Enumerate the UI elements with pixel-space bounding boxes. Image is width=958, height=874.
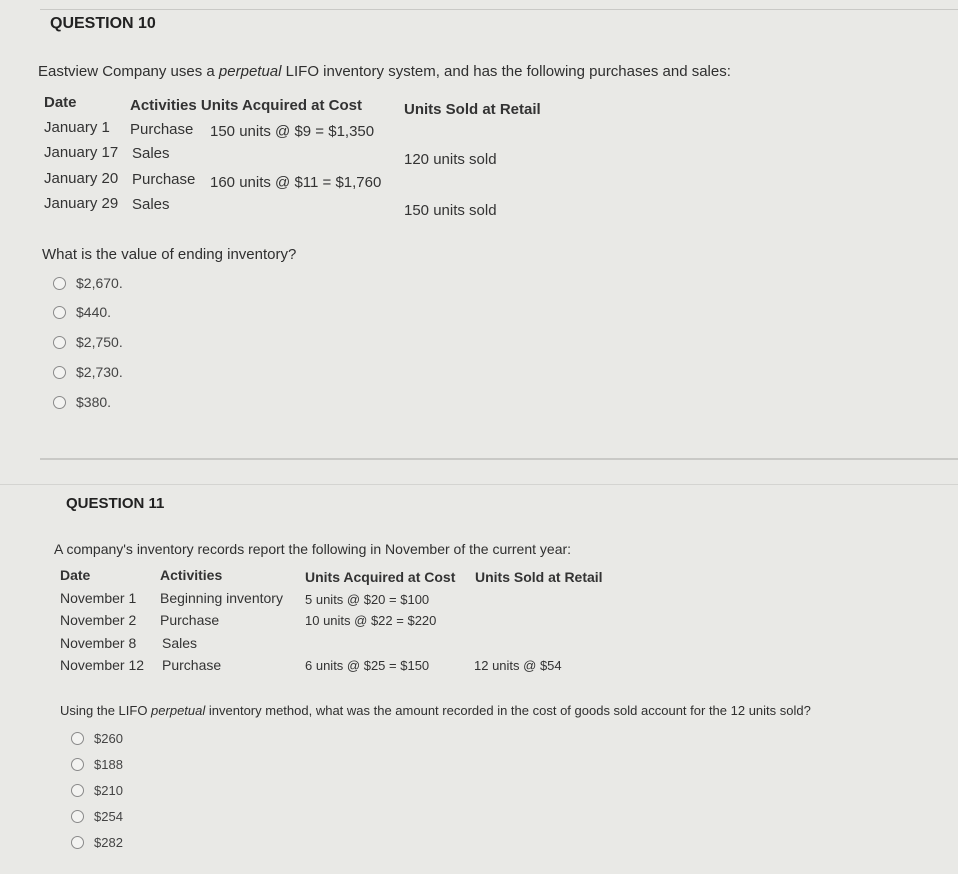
row-activity: Sales [132, 196, 170, 213]
row-date: November 12 [60, 657, 145, 673]
row-date: November 2 [60, 612, 137, 628]
question-11-prompt [60, 703, 811, 718]
option-label: $260 [94, 731, 123, 746]
question-divider [40, 458, 958, 460]
prompt-text-2: inventory method, what was the amount recorded in the cost of goods sold account for the 12 units sold? [205, 703, 811, 718]
radio-button[interactable] [53, 366, 66, 379]
row-activity: Purchase [162, 657, 222, 673]
intro-text-2: LIFO inventory system, and has the following purchases and sales: [281, 63, 731, 80]
header-units-cost: Units Acquired at Cost [305, 569, 456, 585]
option-label: $440. [76, 304, 112, 320]
radio-button[interactable] [71, 732, 84, 745]
header-activities: Activities [160, 567, 223, 583]
q10-option-4[interactable] [53, 364, 123, 380]
radio-button[interactable] [53, 396, 66, 409]
row-date: November 8 [60, 635, 137, 651]
option-label: $254 [94, 809, 123, 824]
radio-button[interactable] [71, 758, 84, 771]
row-cost: 150 units @ $9 = $1,350 [210, 123, 375, 140]
intro-emphasis: perpetual [218, 63, 282, 80]
header-date: Date [60, 567, 91, 583]
radio-button[interactable] [71, 784, 84, 797]
question-divider [0, 484, 958, 485]
q10-option-5[interactable] [53, 394, 111, 410]
question-10-title: QUESTION 10 [50, 15, 156, 32]
row-activity: Beginning inventory [160, 590, 283, 606]
row-activity: Purchase [130, 121, 194, 138]
header-activities-cost: Activities Units Acquired at Cost [130, 97, 362, 114]
header-units-sold: Units Sold at Retail [475, 569, 603, 585]
q10-option-1[interactable] [53, 275, 123, 291]
question-11-intro: A company's inventory records report the following in November of the current year: [54, 541, 572, 557]
row-date: January 20 [44, 170, 119, 187]
row-cost: 10 units @ $22 = $220 [305, 613, 437, 628]
option-label: $210 [94, 783, 123, 798]
radio-button[interactable] [53, 306, 66, 319]
q10-option-3[interactable] [53, 334, 123, 350]
radio-button[interactable] [71, 810, 84, 823]
question-10-intro [38, 63, 731, 80]
row-cost: 6 units @ $25 = $150 [305, 658, 430, 673]
q11-option-4[interactable] [71, 809, 123, 824]
question-11-title: QUESTION 11 [66, 495, 165, 512]
row-date: January 29 [44, 195, 119, 212]
option-label: $2,730. [76, 364, 123, 380]
row-date: January 1 [44, 119, 110, 136]
row-cost: 5 units @ $20 = $100 [305, 592, 430, 607]
row-activity: Sales [132, 145, 170, 162]
option-label: $282 [94, 835, 123, 850]
q11-option-3[interactable] [71, 783, 123, 798]
q11-option-1[interactable] [71, 731, 123, 746]
row-activity: Purchase [132, 171, 196, 188]
row-sold: 12 units @ $54 [474, 658, 562, 673]
option-label: $380. [76, 394, 112, 410]
option-label: $2,750. [76, 334, 123, 350]
question-10-prompt: What is the value of ending inventory? [42, 246, 297, 263]
header-date: Date [44, 94, 77, 111]
option-label: $2,670. [76, 275, 123, 291]
row-date: January 17 [44, 144, 119, 161]
prompt-text-1: Using the LIFO [60, 703, 152, 718]
option-label: $188 [94, 757, 123, 772]
row-date: November 1 [60, 590, 137, 606]
radio-button[interactable] [53, 336, 66, 349]
q11-option-5[interactable] [71, 835, 123, 850]
row-activity: Purchase [160, 612, 220, 628]
top-divider [40, 9, 958, 10]
row-sold: 120 units sold [404, 151, 497, 168]
intro-text-1: Eastview Company uses a [38, 63, 219, 80]
row-cost: 160 units @ $11 = $1,760 [210, 174, 382, 191]
q10-option-2[interactable] [53, 304, 111, 320]
row-sold: 150 units sold [404, 202, 497, 219]
prompt-emphasis: perpetual [151, 703, 206, 718]
header-units-sold: Units Sold at Retail [404, 101, 541, 118]
row-activity: Sales [162, 635, 198, 651]
q11-option-2[interactable] [71, 757, 123, 772]
radio-button[interactable] [71, 836, 84, 849]
radio-button[interactable] [53, 277, 66, 290]
